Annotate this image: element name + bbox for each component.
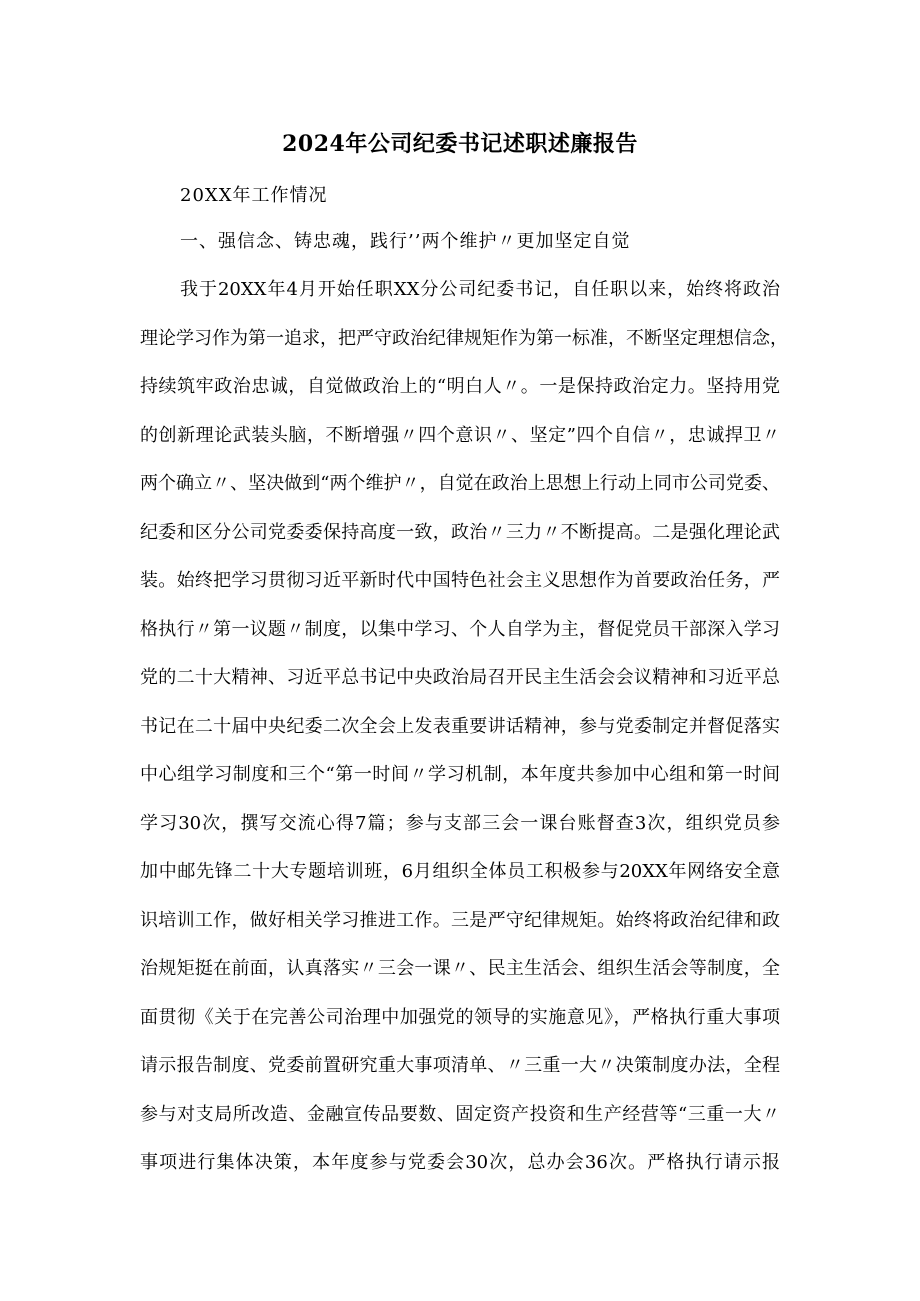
document-title: 2024年公司纪委书记述职述廉报告 <box>282 131 638 157</box>
section-title: 20XX年工作情况 <box>180 185 328 206</box>
paragraph-line: 理论学习作为第一追求，把严守政治纪律规矩作为第一标准，不断坚定理想信念， <box>140 327 788 349</box>
paragraph-line: 面贯彻《关于在完善公司治理中加强党的领导的实施意见》，严格执行重大事项 <box>140 1006 780 1028</box>
paragraph-line: 事项进行集体决策，本年度参与党委会30次，总办会36次。严格执行请示报 <box>140 1152 780 1173</box>
paragraph-line: 中心组学习制度和三个“第一时间〃学习机制，本年度共参加中心组和第一时间 <box>140 764 780 785</box>
paragraph-line: 书记在二十届中央纪委二次全会上发表重要讲话精神，参与党委制定并督促落实 <box>140 715 780 737</box>
paragraph-line: 的创新理论武装头脑，不断增强〃四个意识〃、坚定”四个自信〃，忠诚捍卫〃 <box>140 424 780 446</box>
section-heading: 一、强信念、铸忠魂，践行’’两个维护〃更加坚定自觉 <box>180 231 631 252</box>
paragraph-line: 格执行〃第一议题〃制度，以集中学习、个人自学为主，督促党员干部深入学习 <box>140 618 780 640</box>
paragraph-line: 持续筑牢政治忠诚，自觉做政治上的“明白人〃。一是保持政治定力。坚持用党 <box>140 376 780 397</box>
paragraph-line: 参与对支局所改造、金融宣传品要数、固定资产投资和生产经营等“三重一大〃 <box>140 1103 780 1125</box>
paragraph-line: 装。始终把学习贯彻习近平新时代中国特色社会主义思想作为首要政治任务，严 <box>140 570 780 591</box>
paragraph-line: 识培训工作，做好相关学习推进工作。三是严守纪律规矩。始终将政治纪律和政 <box>140 909 780 931</box>
paragraph-line: 治规矩挺在前面，认真落实〃三会一课〃、民主生活会、组织生活会等制度，全 <box>140 958 780 979</box>
paragraph-line: 党的二十大精神、习近平总书记中央政治局召开民主生活会会议精神和习近平总 <box>140 667 780 688</box>
paragraph-line: 请示报告制度、党委前置研究重大事项清单、〃三重一大〃决策制度办法，全程 <box>140 1055 780 1076</box>
paragraph-line: 两个确立〃、坚决做到“两个维护〃，自觉在政治上思想上行动上同市公司党委、 <box>140 473 780 494</box>
paragraph-line: 纪委和区分公司党委委保持高度一致，政治〃三力〃不断提高。二是强化理论武 <box>140 521 780 543</box>
paragraph-line: 我于20XX年4月开始任职XX分公司纪委书记，自任职以来，始终将政治 <box>180 279 780 300</box>
paragraph-line: 学习30次，撰写交流心得7篇；参与支部三会一课台账督查3次，组织党员参 <box>140 812 780 834</box>
paragraph-line: 加中邮先锋二十大专题培训班，6月组织全体员工积极参与20XX年网络安全意 <box>140 861 780 882</box>
